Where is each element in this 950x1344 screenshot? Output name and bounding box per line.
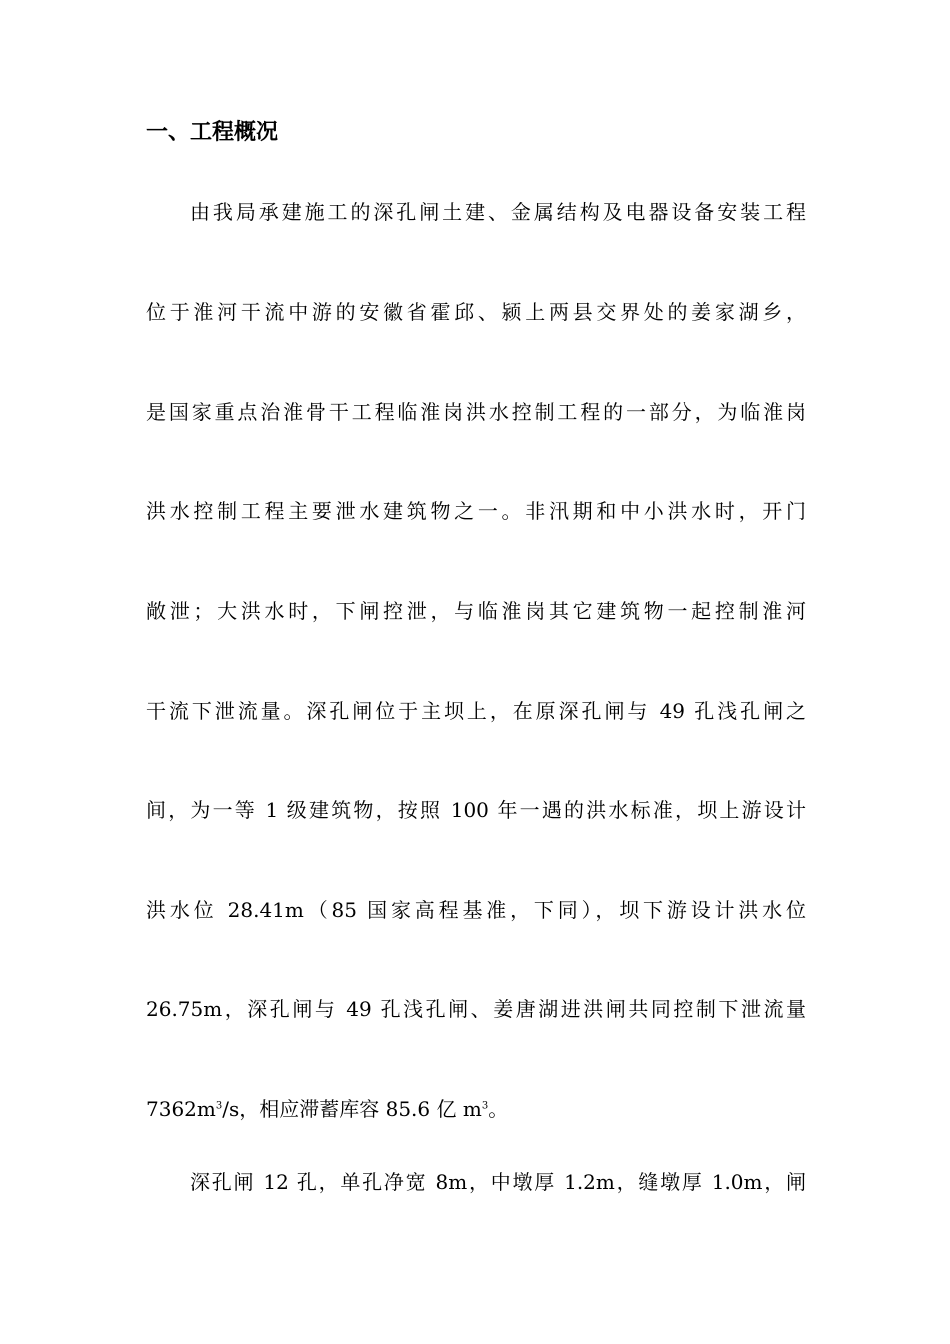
paragraph-line-1: 由我局承建施工的深孔闸土建、金属结构及电器设备安装工程 — [190, 200, 806, 224]
paragraph-2-line-1: 深孔闸 12 孔，单孔净宽 8m，中墩厚 1.2m，缝墩厚 1.0m，闸 — [190, 1170, 806, 1194]
paragraph-line-2: 位于淮河干流中游的安徽省霍邱、颍上两县交界处的姜家湖乡， — [146, 300, 806, 324]
paragraph-line-8: 洪水位 28.41m（85 国家高程基准，下同），坝下游设计洪水位 — [146, 898, 806, 922]
paragraph-line-7: 间，为一等 1 级建筑物，按照 100 年一遇的洪水标准，坝上游设计 — [146, 798, 806, 822]
section-heading: 一、工程概况 — [146, 120, 279, 145]
paragraph-line-9: 26.75m，深孔闸与 49 孔浅孔闸、姜唐湖进洪闸共同控制下泄流量 — [146, 997, 806, 1021]
storage-text: /s，相应滞蓄库容 85.6 亿 m — [222, 1097, 482, 1121]
paragraph-line-10 — [146, 1094, 806, 1124]
paragraph-line-3: 是国家重点治淮骨干工程临淮岗洪水控制工程的一部分，为临淮岗 — [146, 400, 806, 424]
superscript-cubed: 3 — [481, 1100, 489, 1112]
flow-value: 7362m — [146, 1097, 216, 1121]
paragraph-line-6: 干流下泄流量。深孔闸位于主坝上，在原深孔闸与 49 孔浅孔闸之 — [146, 699, 806, 723]
superscript-cubed: 3 — [215, 1100, 223, 1112]
paragraph-line-5: 敞泄；大洪水时，下闸控泄，与临淮岗其它建筑物一起控制淮河 — [146, 599, 806, 623]
paragraph-line-4: 洪水控制工程主要泄水建筑物之一。非汛期和中小洪水时，开门 — [146, 499, 806, 523]
sentence-end: 。 — [488, 1097, 509, 1121]
